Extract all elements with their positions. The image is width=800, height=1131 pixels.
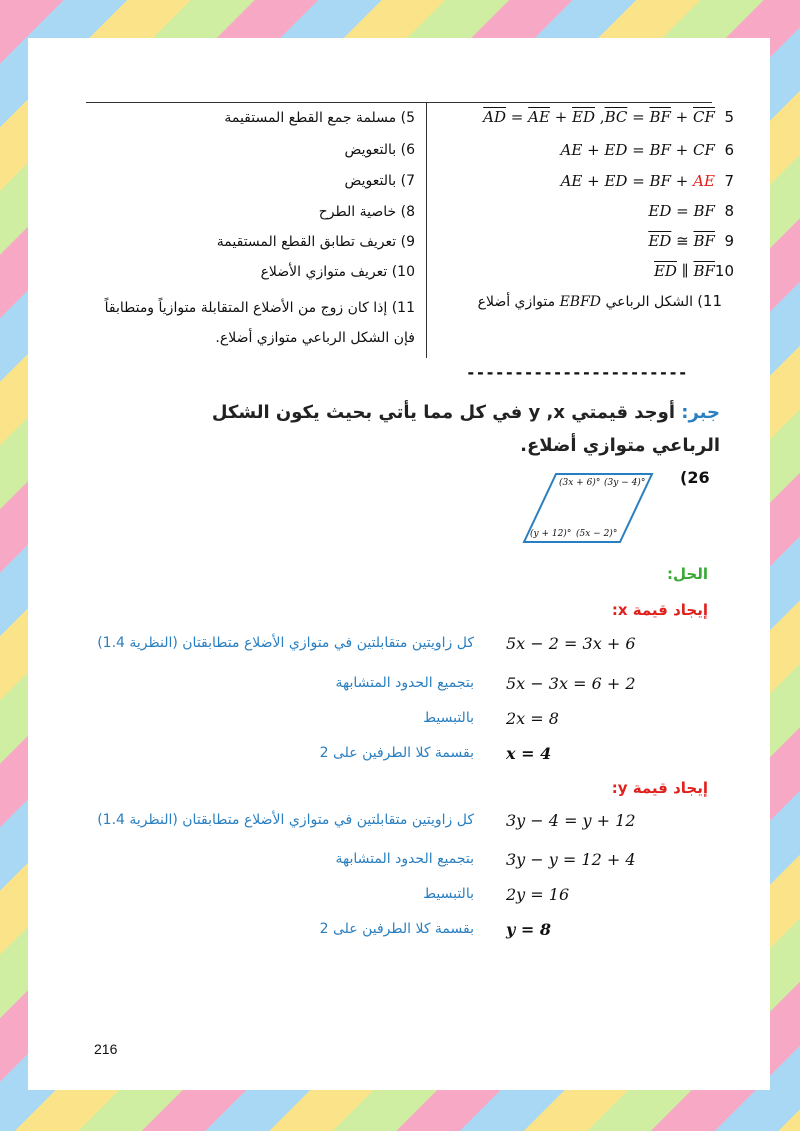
table-top-rule	[86, 102, 712, 103]
problem-number: (26	[680, 468, 710, 487]
table-column-divider	[426, 102, 427, 358]
x-step-1-reason: كل زاويتين متقابلتين في متوازي الأضلاع متطابقتان (النظرية 1.4)	[97, 635, 474, 651]
x-heading: إيجاد قيمة x:	[611, 601, 708, 619]
parallelogram-figure	[522, 468, 656, 546]
problem-keyword: جبر:	[681, 402, 720, 423]
proof-statement-8: ED = BF 8	[648, 202, 734, 220]
x-step-2-reason: بتجميع الحدود المتشابهة	[335, 675, 474, 691]
y-step-1-equation: 3y − 4 = y + 12	[506, 811, 636, 830]
y-step-3-equation: 2y = 16	[506, 885, 570, 904]
proof-statement-7: AE + ED = BF + AE 7	[560, 172, 734, 190]
proof-reason-7: 7) بالتعويض	[344, 173, 415, 189]
angle-label-bottom-left: (y + 12)°	[530, 529, 572, 539]
angle-label-top-left: (3x + 6)°	[559, 478, 601, 488]
proof-reason-6: 6) بالتعويض	[344, 142, 415, 158]
solution-heading: الحل:	[667, 565, 708, 583]
x-step-4-reason: بقسمة كلا الطرفين على 2	[319, 745, 474, 761]
page-number: 216	[94, 1041, 118, 1057]
page	[28, 38, 770, 1090]
section-separator: -----------------------	[466, 363, 688, 382]
proof-statement-5: $\overline{AD} = \overline{AE} + \overline{ED}$ $,\overline{BC} = \overline{BF} + \overline{CF}$ 5	[483, 108, 734, 126]
y-step-4-reason: بقسمة كلا الطرفين على 2	[319, 921, 474, 937]
angle-label-bottom-right: (5x − 2)°	[576, 529, 618, 539]
y-heading: إيجاد قيمة y:	[611, 779, 708, 797]
x-step-4-equation: x = 4	[506, 744, 552, 763]
x-step-1-equation: 5x − 2 = 3x + 6	[506, 634, 636, 653]
proof-reason-9: 9) تعريف تطابق القطع المستقيمة	[216, 234, 415, 250]
proof-statement-11: 11) الشكل الرباعي EBFD متوازي أضلاع	[477, 292, 722, 310]
x-step-3-equation: 2x = 8	[506, 709, 559, 728]
y-step-2-reason: بتجميع الحدود المتشابهة	[335, 851, 474, 867]
problem-statement	[200, 396, 720, 462]
proof-statement-10: $\overline{ED}$ ∥ $\overline{BF}10$	[653, 262, 734, 280]
y-step-1-reason: كل زاويتين متقابلتين في متوازي الأضلاع متطابقتان (النظرية 1.4)	[97, 812, 474, 828]
x-step-2-equation: 5x − 3x = 6 + 2	[506, 674, 636, 693]
proof-reason-10: 10) تعريف متوازي الأضلاع	[260, 264, 415, 280]
problem-text: أوجد قيمتي y ,x في كل مما يأتي بحيث يكون الشكل الرباعي متوازي أضلاع.	[211, 402, 720, 456]
angle-label-top-right: (3y − 4)°	[604, 478, 646, 488]
proof-reason-11: 11) إذا كان زوج من الأضلاع المتقابلة متوازياً ومتطابقاً فإن الشكل الرباعي متوازي أضلاع.	[104, 300, 415, 346]
proof-statement-9: $\overline{ED}$ ≅ $\overline{BF}$ 9	[648, 232, 734, 250]
y-step-4-equation: y = 8	[506, 920, 551, 939]
y-step-2-equation: 3y − y = 12 + 4	[506, 850, 636, 869]
proof-reason-5: 5) مسلمة جمع القطع المستقيمة	[224, 110, 415, 126]
proof-statement-6: AE + ED = BF + CF 6	[560, 141, 734, 159]
proof-reason-8: 8) خاصية الطرح	[318, 204, 415, 220]
x-step-3-reason: بالتبسيط	[423, 710, 474, 726]
y-step-3-reason: بالتبسيط	[423, 886, 474, 902]
